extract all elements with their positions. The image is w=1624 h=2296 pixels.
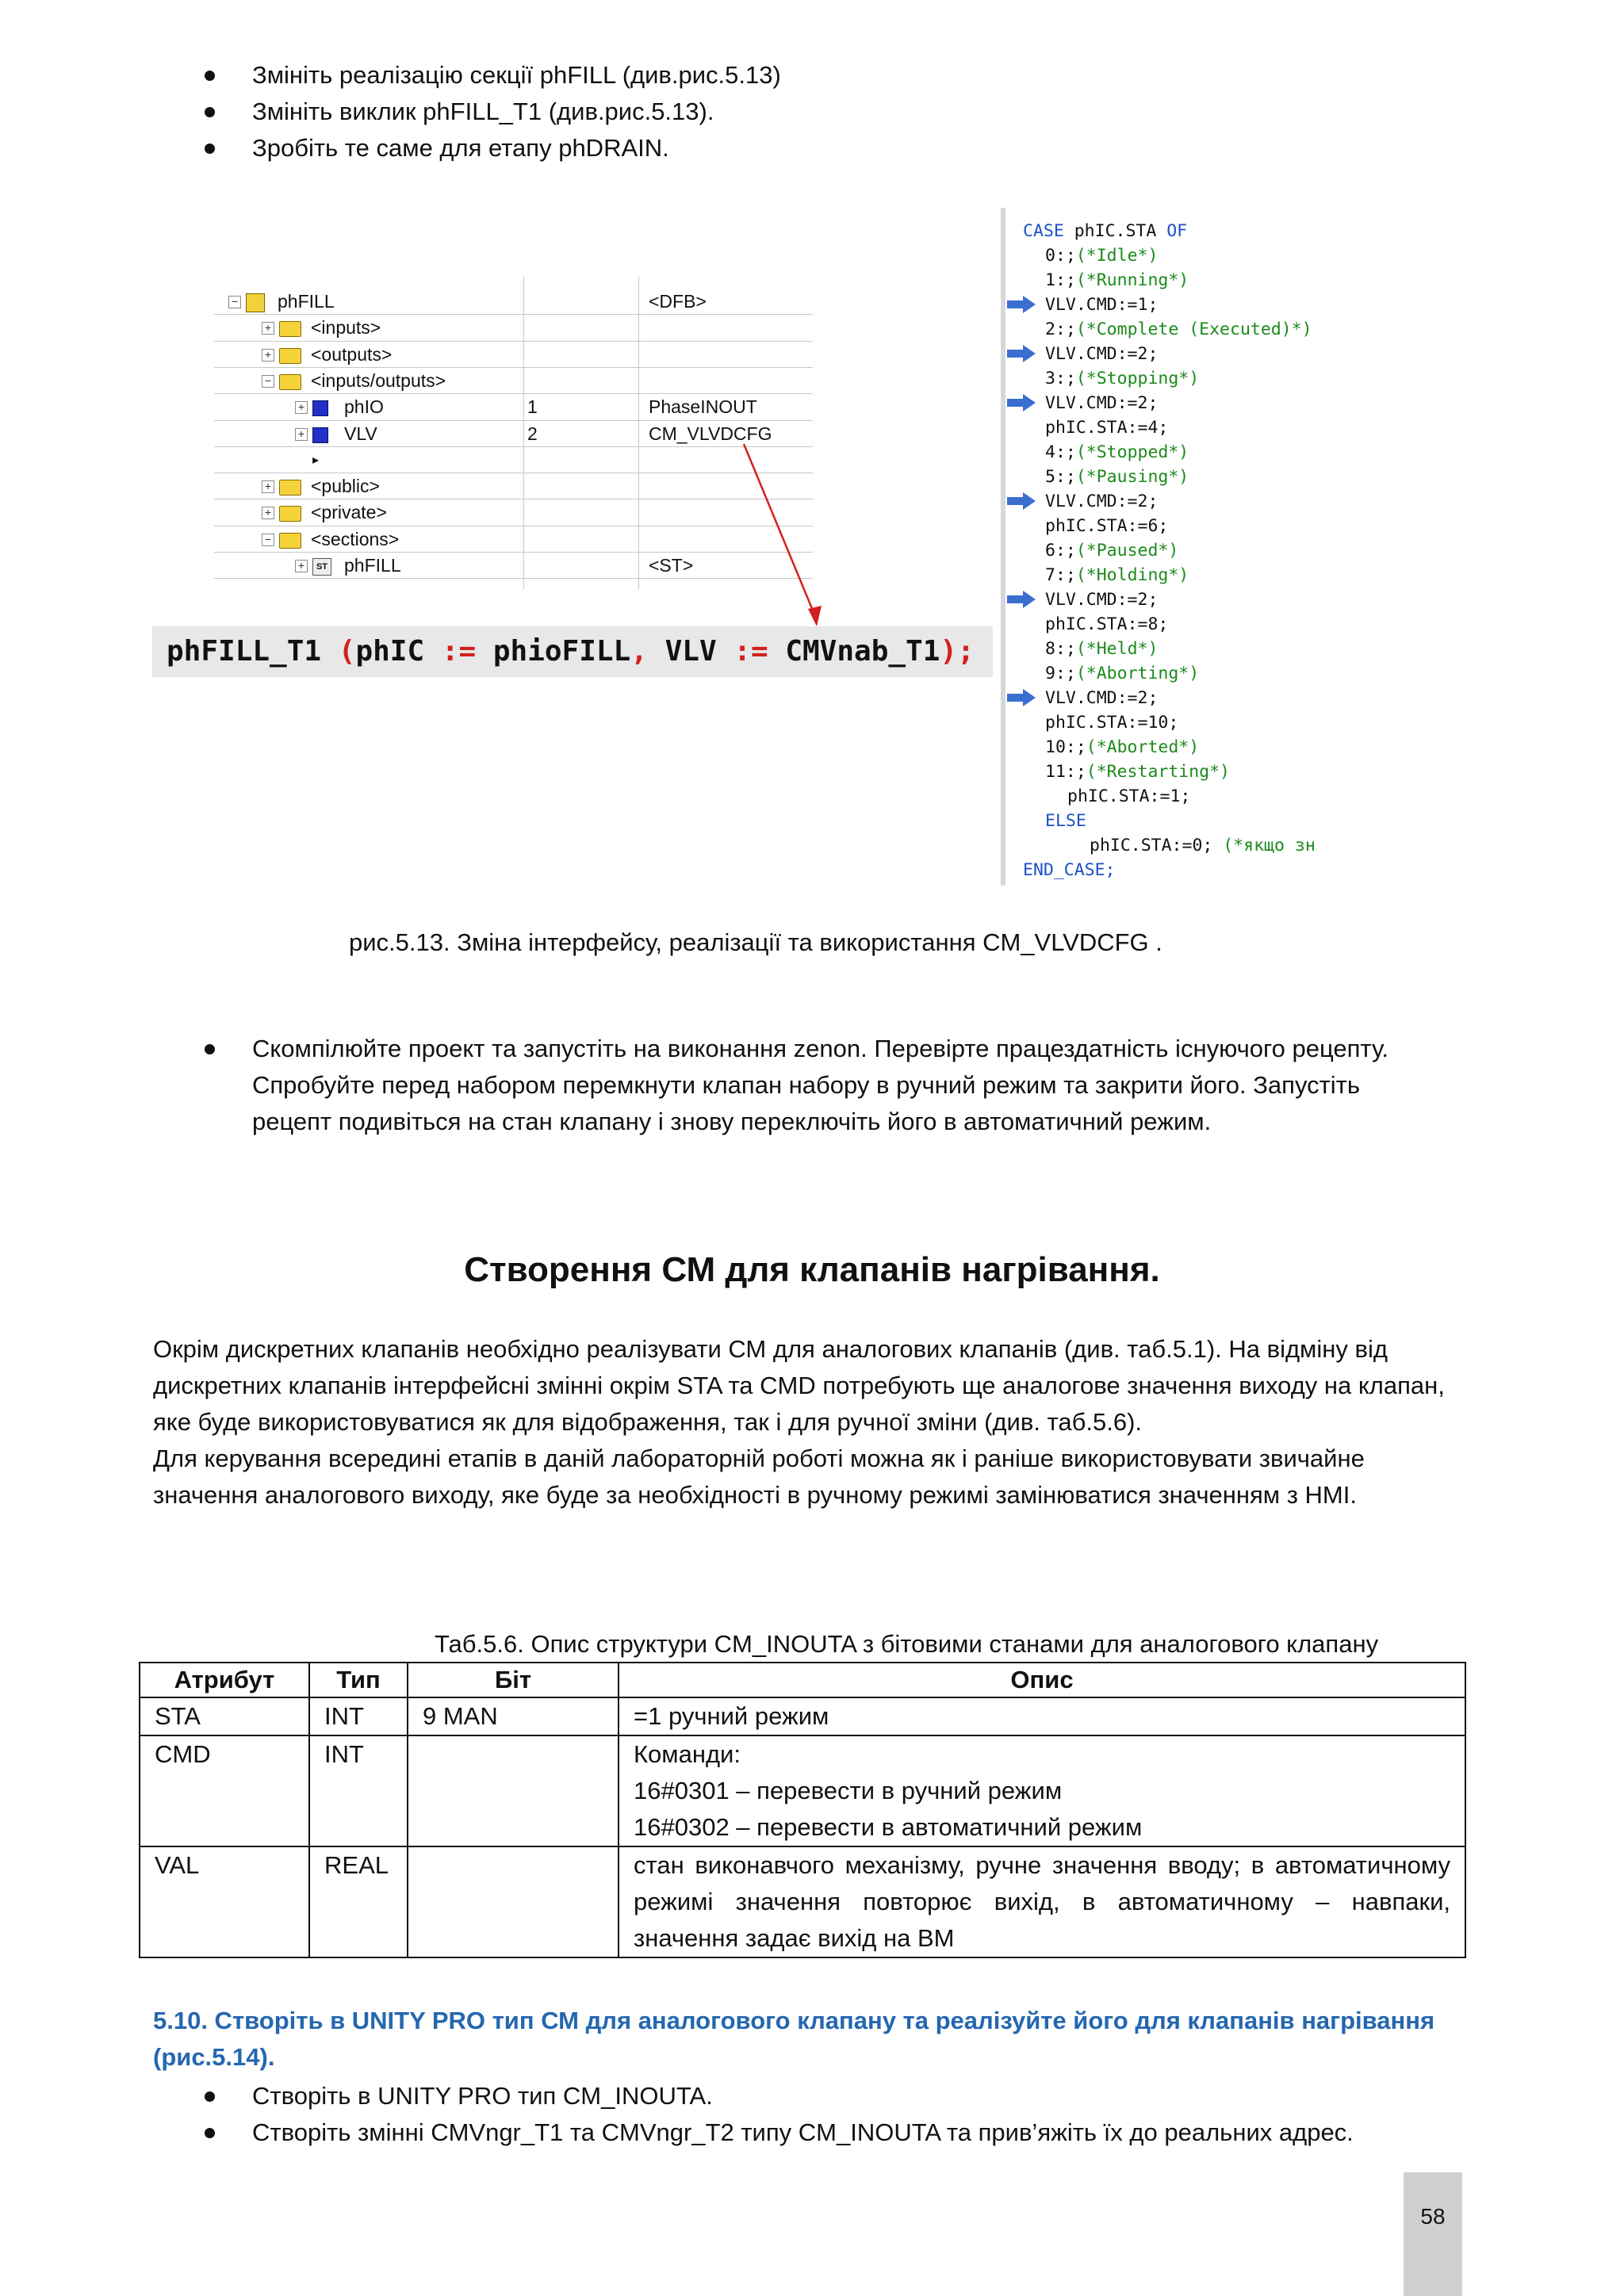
paragraph: Для керування всередині етапів в даній лабораторній роботі можна як і раніше використовувати звичайне значення аналогового виходу, яке буде за необхідності в ручному режимі замінюватися значенням з HMI. <box>153 1445 1365 1509</box>
desc-line: =1 ручний режим <box>634 1702 829 1730</box>
cell-desc <box>619 1846 1465 1957</box>
blue-arrow-icon <box>1007 689 1036 706</box>
code-line: VLV.CMD:=2; <box>1045 688 1159 708</box>
compile-bullet-list <box>0 1031 1426 1140</box>
bullet-icon <box>205 107 215 117</box>
desc-line: 16#0302 – перевести в автоматичний режим <box>634 1813 1143 1841</box>
table-caption: Таб.5.6. Опис структури CM_INOUTA з бітовими станами для аналогового клапану <box>435 1630 1379 1658</box>
code-line: 1:;(*Running*) <box>1045 270 1189 290</box>
page-number-box <box>1404 2172 1462 2296</box>
code-line: 6:;(*Paused*) <box>1045 541 1179 561</box>
tree-row[interactable] <box>214 421 817 447</box>
table-header-row <box>140 1663 1465 1697</box>
figure-caption: рис.5.13. Зміна інтерфейсу, реалізації та використання CM_VLVDCFG . <box>349 928 1162 956</box>
collapse-icon[interactable]: − <box>262 375 274 388</box>
fb-call-line <box>152 626 993 677</box>
code-line: VLV.CMD:=2; <box>1045 393 1159 413</box>
folder-icon <box>279 321 301 337</box>
section-title: Створення СМ для клапанів нагрівання. <box>464 1250 1160 1289</box>
blue-arrow-icon <box>1007 492 1036 510</box>
page-number: 58 <box>1420 2204 1446 2229</box>
table-row <box>140 1735 1465 1846</box>
bullet-icon <box>205 2091 215 2102</box>
dfb-icon <box>246 293 265 312</box>
top-bullet-list <box>0 57 1489 166</box>
call-assign-2: := <box>716 635 786 668</box>
code-line: 8:;(*Held*) <box>1045 639 1159 659</box>
intro-text <box>153 1331 1469 1513</box>
code-line: 4:;(*Stopped*) <box>1045 442 1189 462</box>
tree-row[interactable] <box>214 315 817 341</box>
st-section-icon: ST <box>312 558 331 576</box>
list-item <box>0 2078 1489 2114</box>
table-row <box>140 1846 1465 1957</box>
code-line: 9:;(*Aborting*) <box>1045 664 1200 683</box>
code-line: 7:;(*Holding*) <box>1045 565 1189 585</box>
variable-block-icon <box>312 427 328 443</box>
cell-bit: 9 MAN <box>408 1697 619 1735</box>
call-param-2: VLV <box>665 635 717 668</box>
code-line: phIC.STA:=8; <box>1045 614 1169 634</box>
code-line: phIC.STA:=4; <box>1045 418 1169 438</box>
code-line: END_CASE; <box>1023 860 1116 880</box>
call-close-paren: ); <box>940 635 975 668</box>
table-row <box>140 1697 1465 1735</box>
code-line: ELSE <box>1045 811 1086 831</box>
tree-item-name: <public> <box>311 476 380 497</box>
code-line: phIC.STA:=1; <box>1067 786 1191 806</box>
code-line: 0:;(*Idle*) <box>1045 246 1159 266</box>
tree-row-divider <box>214 578 813 579</box>
list-item <box>0 1031 1426 1140</box>
bullet-text: Змініть реалізацію секції phFILL (див.рис.5.13) <box>252 61 781 89</box>
bullet-icon <box>205 71 215 81</box>
tree-item-name: phIO <box>344 396 384 418</box>
call-comma: , <box>630 635 665 668</box>
bullet-text: Скомпілюйте проект та запустіть на виконання zenon. Перевірте працездатність існуючого рецепту. Спробуйте перед набором перемкнути клапан набору в ручний режим та закрити його. Запустіть рецепт подивіться на стан клапану і знову переключіть його в автоматичний режим. <box>252 1035 1388 1135</box>
tree-row[interactable] <box>214 289 817 315</box>
task-heading: 5.10. Створіть в UNITY PRO тип СМ для аналогового клапану та реалізуйте його для клапанів нагрівання (рис.5.14). <box>153 2007 1435 2071</box>
tree-row[interactable] <box>214 499 817 526</box>
tree-row[interactable] <box>214 553 817 579</box>
code-line: VLV.CMD:=2; <box>1045 590 1159 610</box>
dfb-variable-tree <box>214 276 817 589</box>
blue-arrow-icon <box>1007 394 1036 411</box>
cell-attr: VAL <box>140 1846 309 1957</box>
folder-icon <box>279 480 301 496</box>
cell-attr: CMD <box>140 1735 309 1846</box>
bullet-icon <box>205 1044 215 1054</box>
tree-row[interactable] <box>214 473 817 499</box>
tree-row[interactable] <box>214 342 817 368</box>
blue-arrow-icon <box>1007 591 1036 608</box>
col-header-attr: Атрибут <box>140 1663 309 1697</box>
code-line: phIC.STA:=0; (*якщо зн <box>1090 836 1316 855</box>
col-header-type: Тип <box>309 1663 408 1697</box>
expand-icon[interactable]: + <box>262 480 274 493</box>
tree-item-name: phFILL <box>344 555 401 576</box>
cell-desc <box>619 1735 1465 1846</box>
desc-line: стан виконавчого механізму, ручне значення вводу; в автоматичному режимі значення повторює вихід, в автоматичному – навпаки, значення задає вихід на ВМ <box>634 1851 1450 1952</box>
tree-item-name: <inputs/outputs> <box>311 369 446 391</box>
bottom-bullet-list <box>0 2078 1489 2151</box>
list-item <box>0 2114 1489 2151</box>
code-line: 11:;(*Restarting*) <box>1045 762 1230 782</box>
code-line: phIC.STA:=6; <box>1045 516 1169 536</box>
new-item-pointer-icon: ▸ <box>312 453 320 467</box>
call-value-1: phioFILL <box>492 635 631 668</box>
list-item <box>0 57 1489 94</box>
desc-line: Команди: <box>634 1740 741 1768</box>
cell-type: INT <box>309 1735 408 1846</box>
col-header-desc: Опис <box>619 1663 1465 1697</box>
tree-item-name: VLV <box>344 423 377 444</box>
folder-icon <box>279 374 301 390</box>
code-line: 10:;(*Aborted*) <box>1045 737 1200 757</box>
code-line: 2:;(*Complete (Executed)*) <box>1045 320 1312 339</box>
cell-type: INT <box>309 1697 408 1735</box>
attribute-table <box>139 1662 1466 1958</box>
tree-row[interactable] <box>214 526 817 553</box>
blue-arrow-icon <box>1007 345 1036 362</box>
cell-type: REAL <box>309 1846 408 1957</box>
collapse-icon[interactable]: − <box>262 534 274 546</box>
collapse-icon[interactable]: − <box>228 296 241 308</box>
code-line: VLV.CMD:=2; <box>1045 344 1159 364</box>
list-item <box>0 94 1489 130</box>
tree-item-name: <private> <box>311 502 387 523</box>
bullet-text: Змініть виклик phFILL_T1 (див.рис.5.13). <box>252 98 714 125</box>
folder-icon <box>279 506 301 522</box>
code-line: phIC.STA:=10; <box>1045 713 1179 733</box>
tree-item-name: <inputs> <box>311 317 381 339</box>
call-fn-name: phFILL_T1 <box>167 635 322 668</box>
tree-item-name: phFILL <box>278 291 335 312</box>
list-item <box>0 130 1489 166</box>
tree-item-number: 1 <box>527 396 538 418</box>
tree-row[interactable] <box>214 447 817 473</box>
desc-line: 16#0301 – перевести в ручний режим <box>634 1777 1063 1804</box>
bullet-text: Створіть в UNITY PRO тип CM_INOUTA. <box>252 2082 713 2110</box>
code-line: VLV.CMD:=2; <box>1045 492 1159 511</box>
tree-item-type: <DFB> <box>649 291 707 312</box>
code-line: 5:;(*Pausing*) <box>1045 467 1189 487</box>
expand-icon[interactable]: + <box>295 560 308 572</box>
bullet-icon <box>205 2128 215 2138</box>
tree-row[interactable] <box>214 368 817 394</box>
col-header-bit: Біт <box>408 1663 619 1697</box>
cell-desc <box>619 1697 1465 1735</box>
folder-icon <box>279 533 301 549</box>
tree-item-number: 2 <box>527 423 538 444</box>
bullet-icon <box>205 144 215 154</box>
tree-row[interactable] <box>214 394 817 420</box>
cell-attr: STA <box>140 1697 309 1735</box>
tree-item-type: <ST> <box>649 555 694 576</box>
variable-block-icon <box>312 400 328 416</box>
code-line: CASE phIC.STA OF <box>1023 221 1188 241</box>
expand-icon[interactable]: + <box>295 428 308 441</box>
tree-item-name: <outputs> <box>311 343 393 365</box>
expand-icon[interactable]: + <box>262 322 274 335</box>
tree-item-type: PhaseINOUT <box>649 396 757 418</box>
call-value-2: CMVnab_T1 <box>785 635 940 668</box>
bullet-text: Створіть змінні CMVngr_T1 та CMVngr_T2 типу CM_INOUTA та прив’яжіть їх до реальних адрес. <box>252 2118 1354 2146</box>
cell-bit <box>408 1735 619 1846</box>
call-open-paren: ( <box>321 635 356 668</box>
code-line: VLV.CMD:=1; <box>1045 295 1159 315</box>
blue-arrow-icon <box>1007 296 1036 313</box>
expand-icon[interactable]: + <box>262 507 274 519</box>
expand-icon[interactable]: + <box>262 349 274 362</box>
code-line: 3:;(*Stopping*) <box>1045 369 1200 388</box>
folder-icon <box>279 348 301 364</box>
expand-icon[interactable]: + <box>295 401 308 414</box>
cell-bit <box>408 1846 619 1957</box>
tree-item-type: CM_VLVDCFG <box>649 423 772 444</box>
tree-item-name: <sections> <box>311 528 400 549</box>
paragraph: Окрім дискретних клапанів необхідно реалізувати СМ для аналогових клапанів (див. таб.5.1). На відміну від дискретних клапанів інтерфейсні змінні окрім STA та CMD потребують ще аналогове значення виходу на клапан, яке буде використовуватися як для відображення, так і для ручної зміни (див. таб.5.6). <box>153 1335 1445 1436</box>
st-code-listing <box>1001 208 1378 886</box>
call-assign-1: := <box>424 635 493 668</box>
bullet-text: Зробіть те саме для етапу phDRAIN. <box>252 134 669 162</box>
call-param-1: phIC <box>355 635 425 668</box>
